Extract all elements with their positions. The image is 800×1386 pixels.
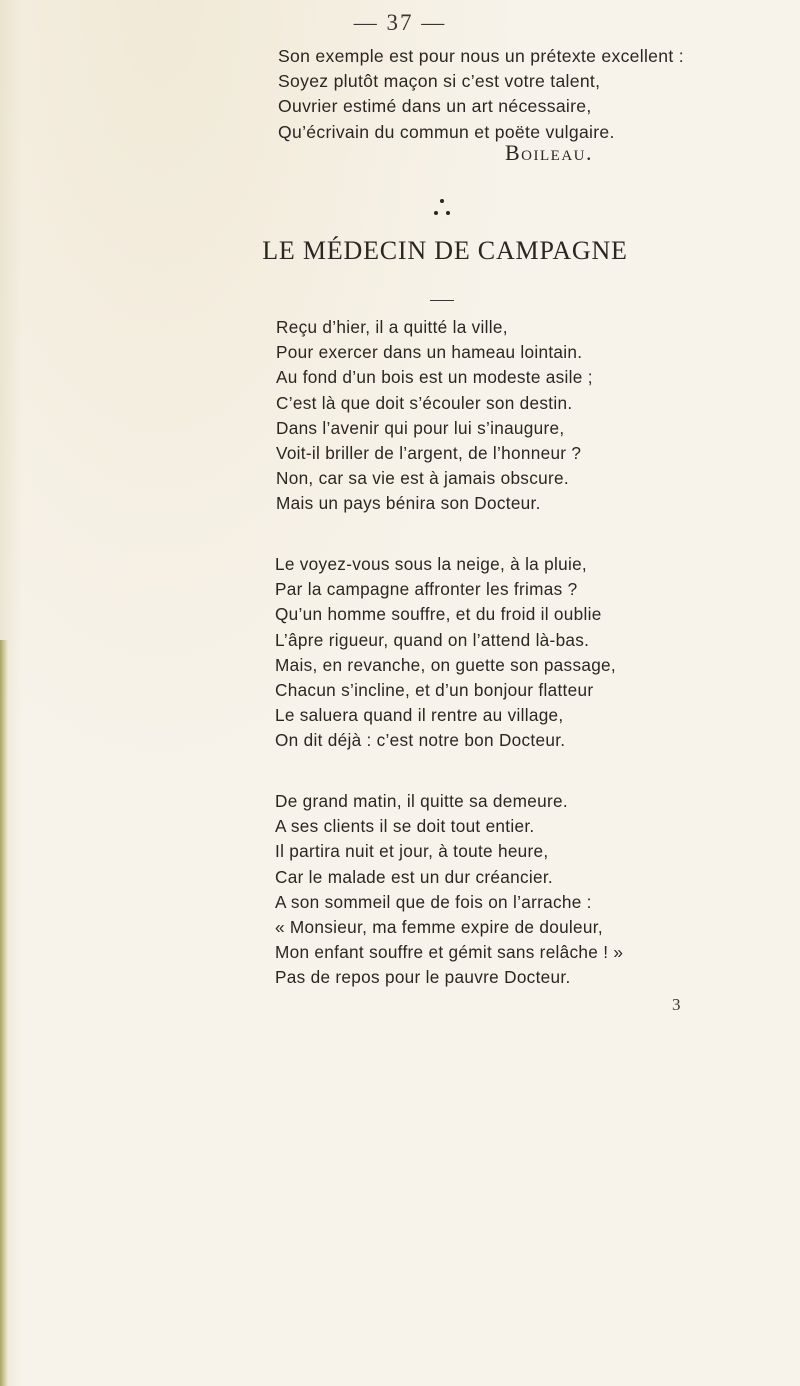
verse-line: Reçu d’hier, il a quitté la ville, xyxy=(276,317,508,337)
epigraph-line: Ouvrier estimé dans un art nécessaire, xyxy=(278,96,592,117)
verse-line: A ses clients il se doit tout entier. xyxy=(275,816,535,837)
asterism-ornament xyxy=(430,197,454,223)
verse-line: Il partira nuit et jour, à toute heure, xyxy=(275,841,549,862)
verse-line: De grand matin, il quitte sa demeure. xyxy=(275,791,568,811)
verse-line: Le voyez-vous sous la neige, à la pluie, xyxy=(275,554,588,574)
verse-line: Mais, en revanche, on guette son passage, xyxy=(275,654,616,675)
verse-line: Mais un pays bénira son Docteur. xyxy=(276,493,541,514)
epigraph-line: Soyez plutôt maçon si c’est votre talent, xyxy=(278,71,601,92)
stanza-3 xyxy=(275,789,623,991)
verse-line: On dit déjà : c’est notre bon Docteur. xyxy=(275,730,566,751)
verse-line: « Monsieur, ma femme expire de douleur, xyxy=(275,917,603,938)
poem-title: LE MÉDECIN DE CAMPAGNE xyxy=(262,236,628,265)
page-number: — 37 — xyxy=(353,10,447,35)
verse-line: Non, car sa vie est à jamais obscure. xyxy=(276,468,569,489)
epigraph-author: Boileau. xyxy=(505,140,593,165)
epigraph-line: Qu’écrivain du commun et poëte vulgaire. xyxy=(278,121,615,142)
verse-line: Par la campagne affronter les frimas ? xyxy=(275,579,578,600)
verse-line: L’âpre rigueur, quand on l’attend là-bas. xyxy=(275,629,590,650)
stanza-1 xyxy=(276,315,593,517)
verse-line: Dans l’avenir qui pour lui s’inaugure, xyxy=(276,417,565,438)
verse-line: Chacun s’incline, et d’un bonjour flatteur xyxy=(275,680,594,701)
stanza-2 xyxy=(275,552,616,754)
verse-line: Voit-il briller de l’argent, de l’honneur ? xyxy=(276,443,582,464)
verse-line: C’est là que doit s’écouler son destin. xyxy=(276,392,573,413)
epigraph xyxy=(278,44,684,145)
signature-mark: 3 xyxy=(672,995,681,1014)
epigraph-line: Son exemple est pour nous un prétexte excellent : xyxy=(278,46,684,66)
verse-line: Pas de repos pour le pauvre Docteur. xyxy=(275,967,571,988)
verse-line: Le saluera quand il rentre au village, xyxy=(275,705,564,726)
verse-line: A son sommeil que de fois on l’arrache : xyxy=(275,891,592,912)
verse-line: Mon enfant souffre et gémit sans relâche ! » xyxy=(275,942,624,963)
verse-line: Car le malade est un dur créancier. xyxy=(275,866,553,887)
verse-line: Qu’un homme souffre, et du froid il oublie xyxy=(275,604,602,625)
page-binding-edge xyxy=(0,640,8,1386)
verse-line: Au fond d’un bois est un modeste asile ; xyxy=(276,367,593,388)
title-divider xyxy=(430,300,454,301)
verse-line: Pour exercer dans un hameau lointain. xyxy=(276,342,583,363)
